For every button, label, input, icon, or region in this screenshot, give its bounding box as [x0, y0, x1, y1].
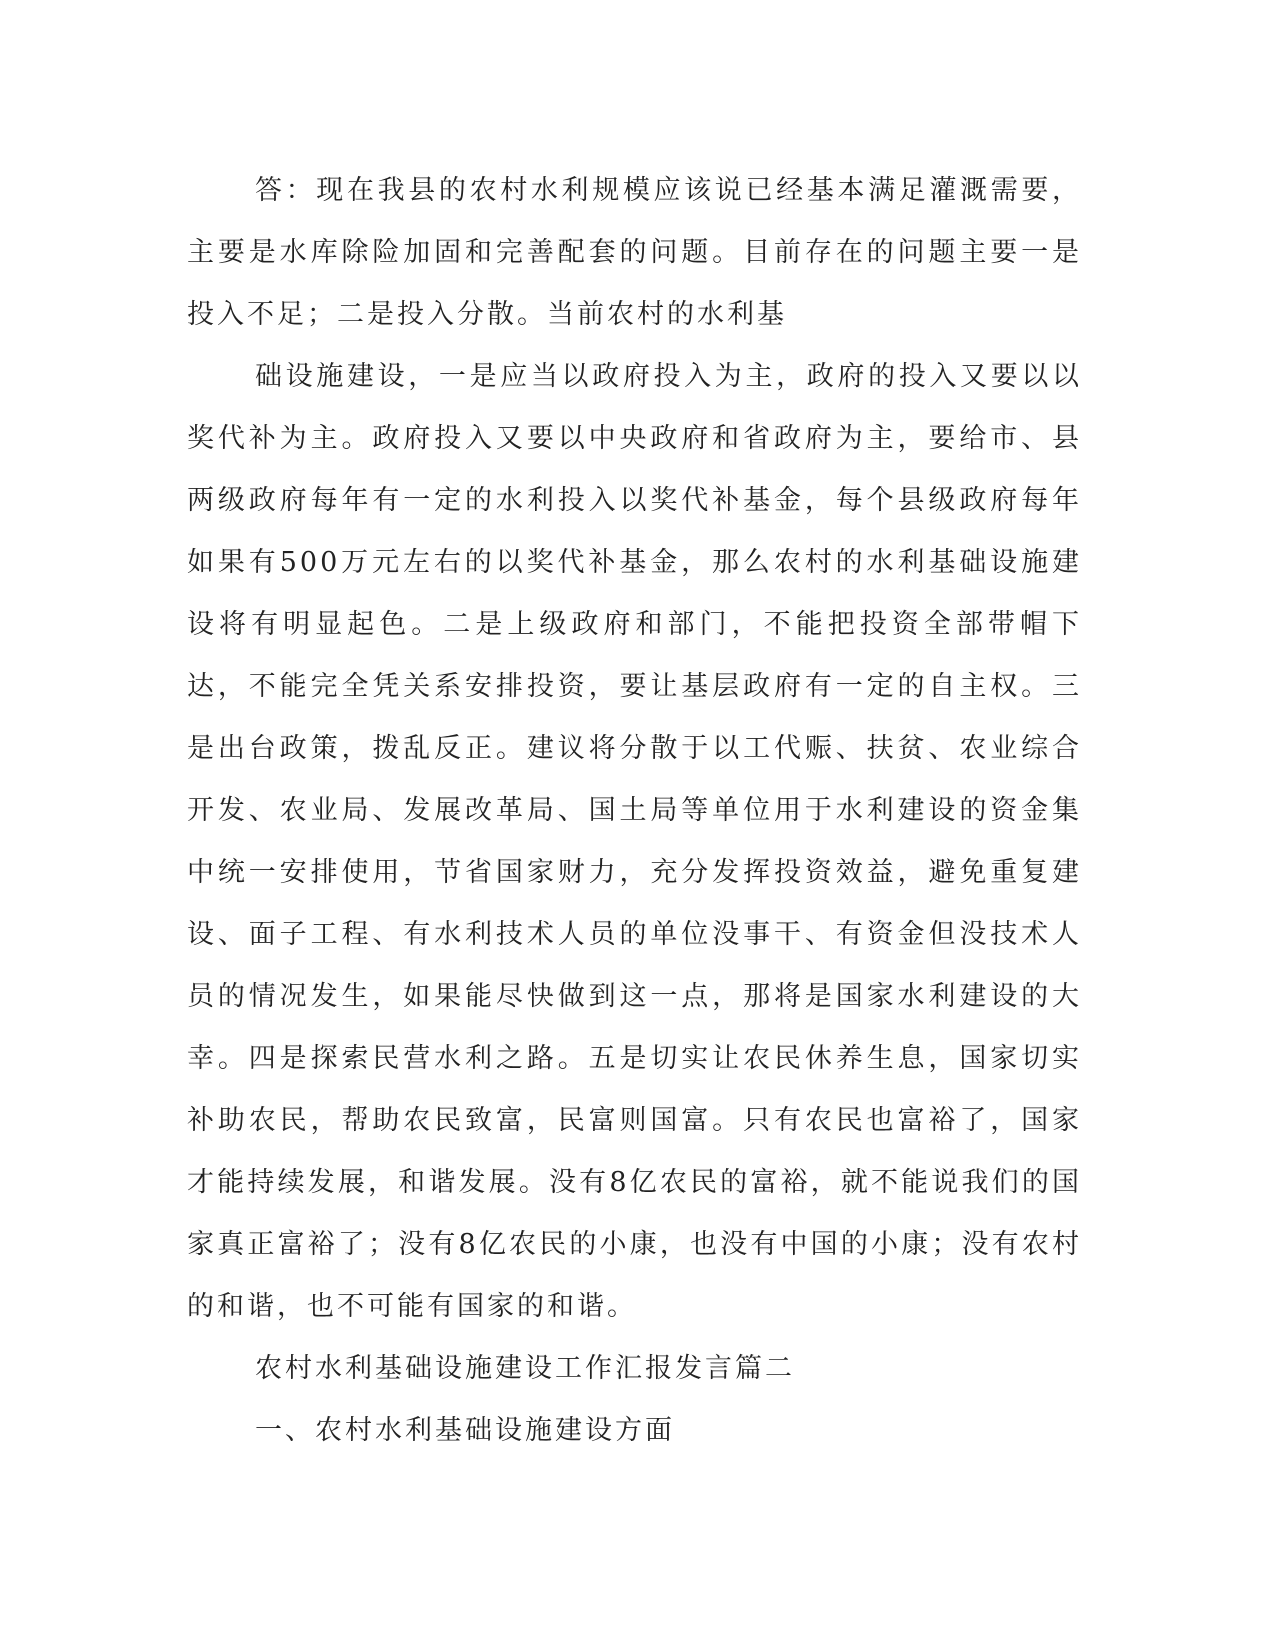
section-heading-part-two: 农村水利基础设施建设工作汇报发言篇二 [255, 1353, 795, 1384]
document-body [187, 160, 1082, 1462]
paragraph-answer-intro: 答：现在我县的农村水利规模应该说已经基本满足灌溉需要，主要是水库除险加固和完善配套的问题。目前存在的问题主要一是投入不足；二是投入分散。当前农村的水利基 [187, 175, 1082, 330]
paragraph-infrastructure-proposals: 础设施建设，一是应当以政府投入为主，政府的投入又要以以奖代补为主。政府投入又要以中央政府和省政府为主，要给市、县两级政府每年有一定的水利投入以奖代补基金，每个县级政府每年如果有500万元左右的以奖代补基金，那么农村的水利基础设施建设将有明显起色。二是上级政府和部门，不能把投资全部带帽下达，不能完全凭关系安排投资，要让基层政府有一定的自主权。三是出台政策，拨乱反正。建议将分散于以工代赈、扶贫、农业综合开发、农业局、发展改革局、国土局等单位用于水利建设的资金集中统一安排使用，节省国家财力，充分发挥投资效益，避免重复建设、面子工程、有水利技术人员的单位没事干、有资金但没技术人员的情况发生，如果能尽快做到这一点，那将是国家水利建设的大幸。四是探索民营水利之路。五是切实让农民休养生息，国家切实补助农民，帮助农民致富，民富则国富。只有农民也富裕了，国家才能持续发展，和谐发展。没有8亿农民的富裕，就不能说我们的国家真正富裕了；没有8亿农民的小康，也没有中国的小康；没有农村的和谐，也不可能有国家的和谐。 [187, 361, 1082, 1322]
subsection-heading-one: 一、农村水利基础设施建设方面 [255, 1415, 675, 1446]
